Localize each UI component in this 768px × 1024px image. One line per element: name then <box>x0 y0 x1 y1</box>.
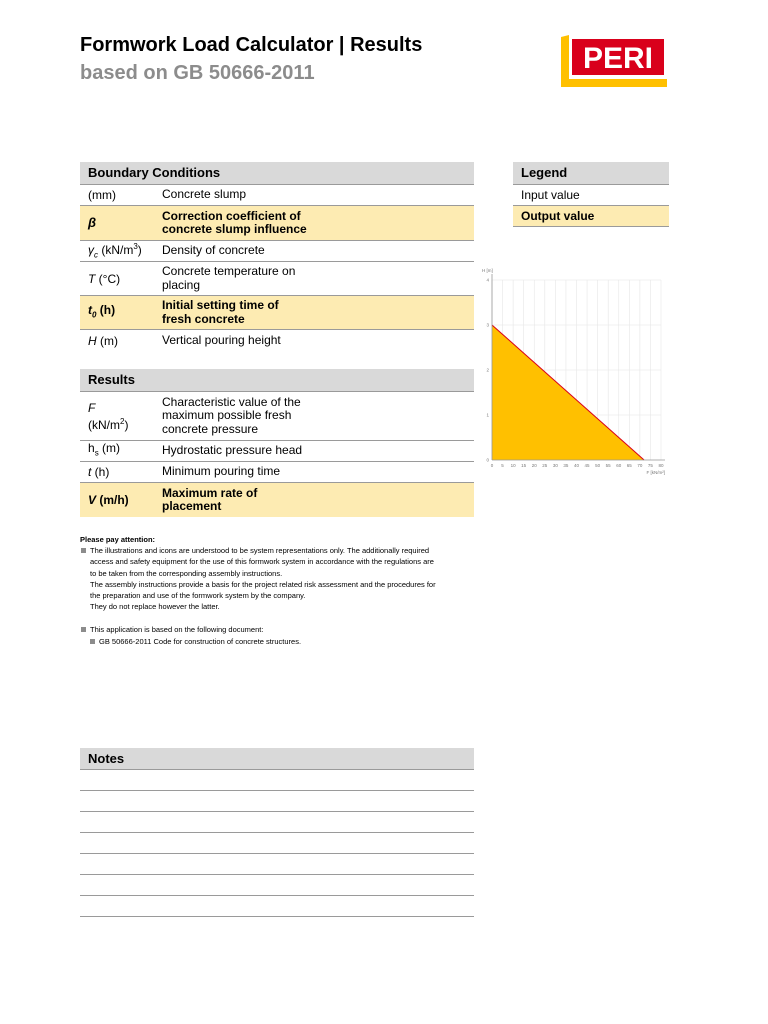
y-tick-label: 3 <box>486 322 489 328</box>
note-line <box>80 875 474 896</box>
desc-line: placement <box>162 499 222 513</box>
results-heading: Results <box>80 369 474 392</box>
desc-line: maximum possible fresh <box>162 408 292 423</box>
attention-title: Please pay attention: <box>80 535 156 544</box>
desc-line: concrete pressure <box>162 421 259 436</box>
notes-section <box>80 748 474 917</box>
x-tick-label: 0 <box>490 463 494 468</box>
boundary-conditions-table <box>80 162 474 351</box>
reference-document: GB 50666-2011 Code for construction of concrete structures. <box>80 636 480 647</box>
desc-line: concrete slump influence <box>162 222 307 236</box>
param-label: $t_0$ (h) <box>88 302 116 320</box>
table-row-output <box>80 206 474 241</box>
x-tick-label: 20 <box>531 463 537 468</box>
table-row <box>80 185 474 206</box>
x-tick-label: 5 <box>501 463 504 468</box>
desc-line: fresh concrete <box>162 311 245 326</box>
note-line <box>80 770 474 791</box>
x-tick-label: 15 <box>521 463 527 468</box>
x-tick-label: 65 <box>626 463 632 468</box>
attention-line: They do not replace however the latter. <box>90 602 220 612</box>
param-label: H (m) <box>88 333 118 348</box>
attention-line: access and safety equipment for the use of this formwork system in accordance with the regulations are <box>90 557 434 567</box>
x-tick-label: 10 <box>510 463 516 468</box>
y-tick-label: 1 <box>486 412 489 418</box>
x-tick-label: 80 <box>658 463 664 468</box>
y-axis-label: H [m] <box>482 268 493 273</box>
desc-line: Correction coefficient of <box>162 208 301 223</box>
param-desc <box>162 299 474 326</box>
param-desc: Hydrostatic pressure head <box>162 443 303 458</box>
page-title: Formwork Load Calculator | Results <box>80 34 423 56</box>
pressure-chart <box>478 264 692 478</box>
param-desc: Vertical pouring height <box>162 332 281 347</box>
param-label: $\gamma_c$ $(kN/m^3)$ <box>88 241 142 260</box>
table-row <box>80 441 474 462</box>
results-table <box>80 369 474 517</box>
legend-box <box>513 162 669 227</box>
attention-line: The illustrations and icons are understood to be system representations only. The additionally required <box>90 546 430 556</box>
param-desc: Concrete slump <box>162 187 247 202</box>
desc-line: Initial setting time of <box>162 298 279 312</box>
table-row <box>80 262 474 296</box>
param-desc: Density of concrete <box>162 243 265 258</box>
attention-item <box>80 545 480 612</box>
notes-heading: Notes <box>80 748 474 770</box>
y-tick-label: 2 <box>486 367 489 373</box>
param-label: (mm) <box>88 188 116 202</box>
note-line <box>80 833 474 854</box>
param-label: T (°C) <box>88 271 121 286</box>
param-label: F $(kN/m^2)$ <box>88 400 129 432</box>
boundary-heading: Boundary Conditions <box>80 162 474 185</box>
notes-lines <box>80 770 474 917</box>
logo-text: PERI <box>582 42 654 75</box>
desc-line: Maximum rate of <box>162 485 258 500</box>
x-tick-label: 75 <box>647 463 653 468</box>
x-tick-label: 30 <box>552 463 558 468</box>
param-label: t (h) <box>88 465 110 479</box>
page-subtitle: based on GB 50666-2011 <box>80 62 315 84</box>
x-tick-label: 35 <box>563 463 569 468</box>
param-label: V (m/h) <box>88 493 129 507</box>
table-row <box>80 462 474 483</box>
attention-notice <box>80 534 480 647</box>
desc-line: placing <box>162 277 201 292</box>
x-tick-label: 25 <box>542 463 548 468</box>
attention-line: the preparation and use of the formwork system by the company. <box>90 591 306 601</box>
note-line <box>80 854 474 875</box>
note-line <box>80 812 474 833</box>
x-tick-label: 70 <box>637 463 643 468</box>
param-symbol: F <box>88 400 96 415</box>
table-row-output <box>80 296 474 330</box>
y-tick-label: 4 <box>486 277 489 283</box>
x-tick-label: 40 <box>573 463 580 468</box>
table-row <box>80 330 474 351</box>
param-desc <box>162 487 474 514</box>
param-label: $h_s$ (m) <box>88 441 121 458</box>
table-row <box>80 392 474 441</box>
attention-line: to be taken from the corresponding assembly instructions. <box>90 568 283 578</box>
param-desc <box>162 265 474 292</box>
table-row-output <box>80 483 474 517</box>
y-tick-label: 0 <box>486 457 489 463</box>
legend-output: Output value <box>513 206 669 227</box>
param-desc: Minimum pouring time <box>162 464 281 479</box>
note-line <box>80 896 474 917</box>
param-label: β <box>88 215 97 230</box>
desc-line: Characteristic value of the <box>162 394 301 409</box>
attention-line: The assembly instructions provide a basis for the project related risk assessment and the procedures for <box>90 579 436 589</box>
x-tick-label: 55 <box>605 463 611 468</box>
x-tick-label: 50 <box>595 463 601 468</box>
desc-line: Concrete temperature on <box>162 264 296 278</box>
peri-logo <box>561 35 667 87</box>
chart-area <box>492 325 644 460</box>
param-desc <box>162 396 474 437</box>
table-row <box>80 241 474 262</box>
attention-item: This application is based on the following document: <box>80 624 480 635</box>
note-line <box>80 791 474 812</box>
x-axis-label: F [kN/m²] <box>646 470 665 475</box>
legend-input: Input value <box>513 185 669 206</box>
legend-heading: Legend <box>513 162 669 185</box>
x-tick-label: 45 <box>584 463 590 468</box>
param-desc <box>162 210 474 237</box>
x-tick-label: 60 <box>616 463 622 468</box>
